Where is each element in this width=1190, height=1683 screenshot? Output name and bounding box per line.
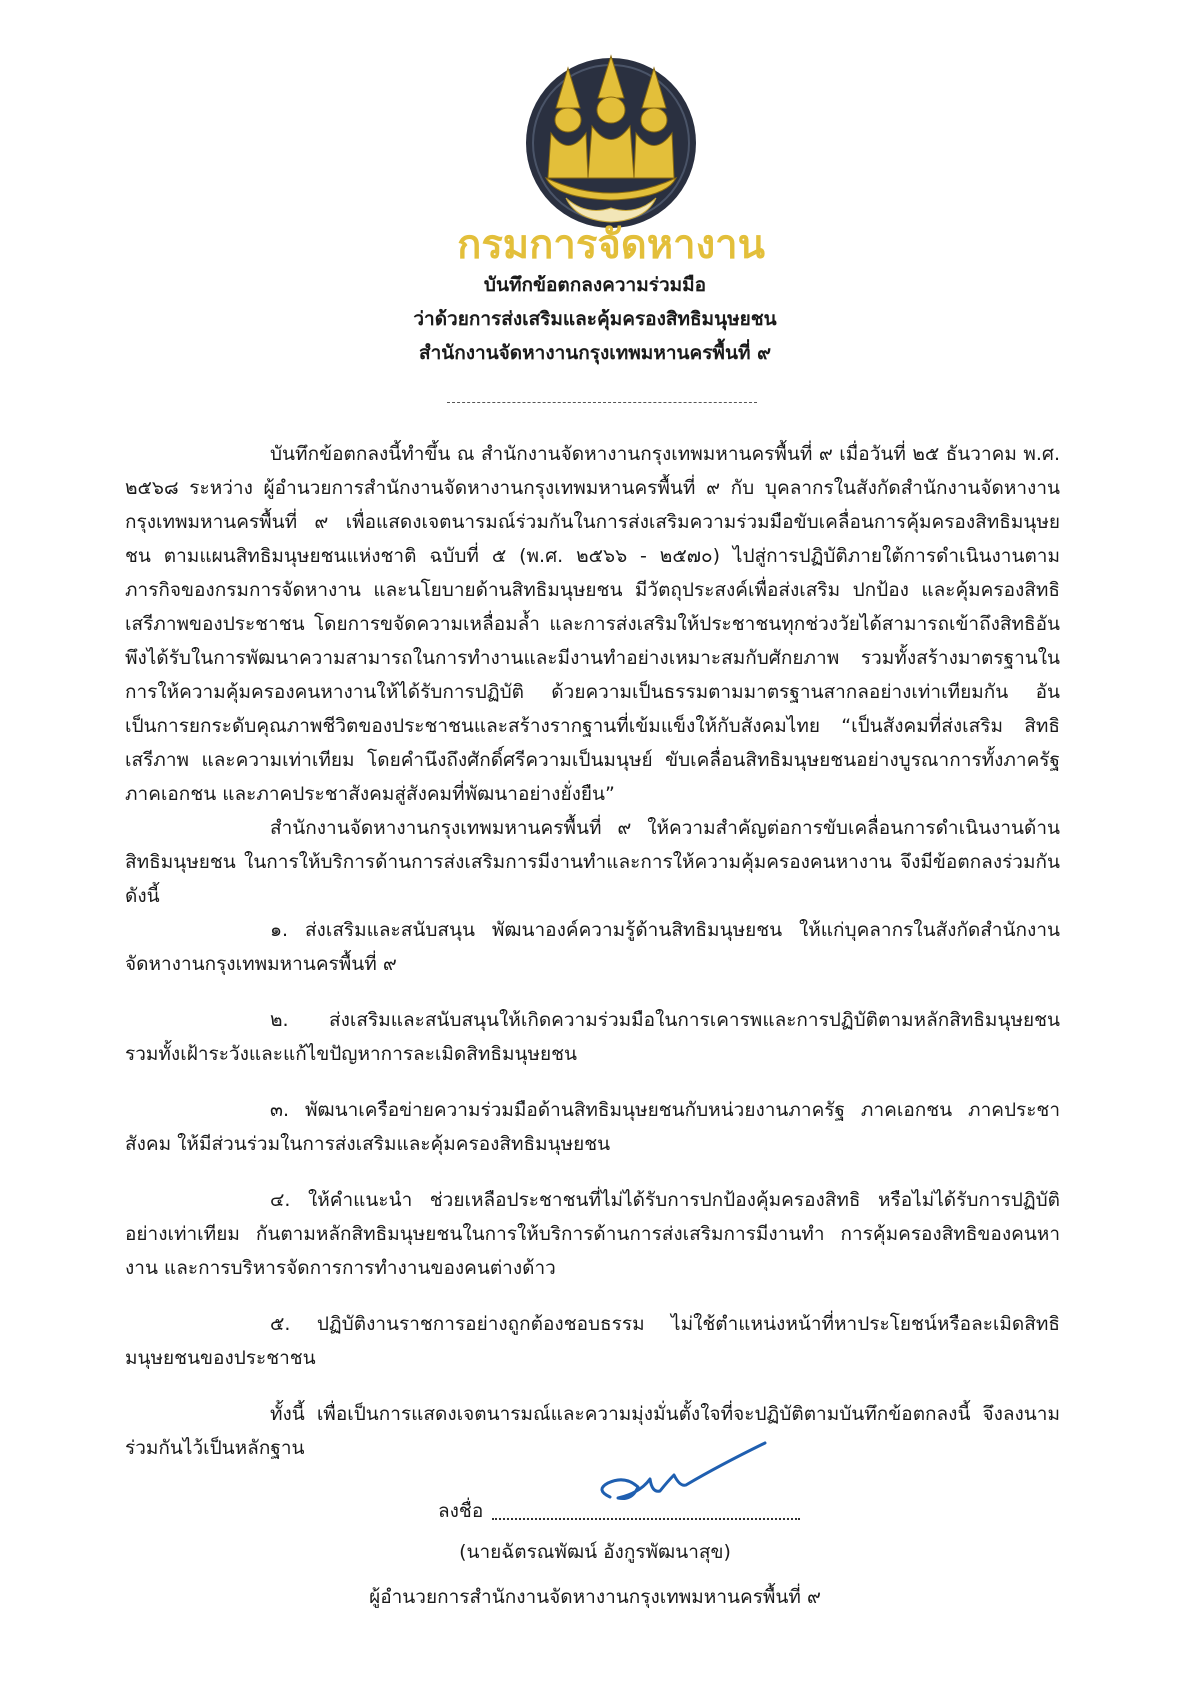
separator-line — [447, 402, 757, 403]
document-body — [125, 437, 1060, 1465]
title-line-2: ว่าด้วยการส่งเสริมและคุ้มครองสิทธิมนุษยชน — [413, 308, 777, 330]
signature-dotted-line — [492, 1518, 800, 1520]
agreement-item-2: ๒. ส่งเสริมและสนับสนุนให้เกิดความร่วมมือในการเคารพและการปฏิบัติตามหลักสิทธิมนุษยชน รวมทั้งเฝ้าระวังและแก้ไขปัญหาการละเมิดสิทธิมนุษยชน — [125, 1009, 1060, 1065]
agreement-item-1: ๑. ส่งเสริมและสนับสนุน พัฒนาองค์ความรู้ด้านสิทธิมนุษยชน ให้แก่บุคลากรในสังกัดสำนักงานจัดหางานกรุงเทพมหานครพื้นที่ ๙ — [125, 919, 1060, 975]
agreement-item-3: ๓. พัฒนาเครือข่ายความร่วมมือด้านสิทธิมนุษยชนกับหน่วยงานภาครัฐ ภาคเอกชน ภาคประชาสังคม ให้มีส่วนร่วมในการส่งเสริมและคุ้มครองสิทธิมนุษยชน — [125, 1099, 1060, 1155]
department-logo — [457, 48, 765, 278]
sign-label: ลงชื่อ — [438, 1500, 484, 1522]
logo-wordmark: กรมการจัดหางาน — [457, 222, 765, 268]
handwritten-signature — [590, 1435, 770, 1515]
signatory-name: (นายฉัตรณพัฒน์ อังกูรพัฒนาสุข) — [459, 1541, 731, 1563]
paragraph-intro: บันทึกข้อตกลงนี้ทำขึ้น ณ สำนักงานจัดหางานกรุงเทพมหานครพื้นที่ ๙ เมื่อวันที่ ๒๕ ธันวาคม พ.ศ. ๒๕๖๘ ระหว่าง ผู้อำนวยการสำนักงานจัดหางานกรุงเทพมหานครพื้นที่ ๙ กับ บุคลากรในสังกัดสำนักงานจัดหางานกรุงเทพมหานครพื้นที่ ๙ เพื่อแสดงเจตนารมณ์ร่วมกันในการส่งเสริมความร่วมมือขับเคลื่อนการคุ้มครองสิทธิมนุษยชน ตามแผนสิทธิมนุษยชนแห่งชาติ ฉบับที่ ๕ (พ.ศ. ๒๕๖๖ - ๒๕๗๐) ไปสู่การปฏิบัติภายใต้การดำเนินงานตามภารกิจของกรมการจัดหางาน และนโยบายด้านสิทธิมนุษยชน มีวัตถุประสงค์เพื่อส่งเสริม ปกป้อง และคุ้มครองสิทธิเสรีภาพของประชาชน โดยการขจัดความเหลื่อมล้ำ และการส่งเสริมให้ประชาชนทุกช่วงวัยได้สามารถเข้าถึงสิทธิอันพึงได้รับในการพัฒนาความสามารถในการทำงานและมีงานทำอย่างเหมาะสมกับศักยภาพ รวมทั้งสร้างมาตรฐานในการให้ความคุ้มครองคนหางานให้ได้รับการปฏิบัติ ด้วยความเป็นธรรมตามมาตรฐานสากลอย่างเท่าเทียมกัน อันเป็นการยกระดับคุณภาพชีวิตของประชาชนและสร้างรากฐานที่เข้มแข็งให้กับสังคมไทย “เป็นสังคมที่ส่งเสริม สิทธิ เสรีภาพ และความเท่าเทียม โดยคำนึงถึงศักดิ์ศรีความเป็นมนุษย์ ขับเคลื่อนสิทธิมนุษยชนอย่างบูรณาการทั้งภาครัฐ ภาคเอกชน และภาคประชาสังคมสู่สังคมที่พัฒนาอย่างยั่งยืน” — [125, 443, 1060, 805]
agreement-item-5: ๕. ปฏิบัติงานราชการอย่างถูกต้องชอบธรรม ไม่ใช้ตำแหน่งหน้าที่หาประโยชน์หรือละเมิดสิทธิมนุษยชนของประชาชน — [125, 1313, 1060, 1369]
title-line-1: บันทึกข้อตกลงความร่วมมือ — [483, 274, 707, 296]
paragraph-agreement: สำนักงานจัดหางานกรุงเทพมหานครพื้นที่ ๙ ให้ความสำคัญต่อการขับเคลื่อนการดำเนินงานด้านสิทธิมนุษยชน ในการให้บริการด้านการส่งเสริมการมีงานทำและการให้ความคุ้มครองคนหางาน จึงมีข้อตกลงร่วมกัน ดังนี้ — [125, 817, 1060, 907]
signatory-position: ผู้อำนวยการสำนักงานจัดหางานกรุงเทพมหานครพื้นที่ ๙ — [369, 1586, 821, 1608]
document-title — [0, 268, 1190, 370]
agreement-item-4: ๔. ให้คำแนะนำ ช่วยเหลือประชาชนที่ไม่ได้รับการปกป้องคุ้มครองสิทธิ หรือไม่ได้รับการปฏิบัติอย่างเท่าเทียม กันตามหลักสิทธิมนุษยชนในการให้บริการด้านการส่งเสริมการมีงานทำ การคุ้มครองสิทธิของคนหางาน และการบริหารจัดการการทำงานของคนต่างด้าว — [125, 1189, 1060, 1279]
paragraph-closing: ทั้งนี้ เพื่อเป็นการแสดงเจตนารมณ์และความมุ่งมั่นตั้งใจที่จะปฏิบัติตามบันทึกข้อตกลงนี้ จึงลงนามร่วมกันไว้เป็นหลักฐาน — [125, 1403, 1060, 1459]
title-line-3: สำนักงานจัดหางานกรุงเทพมหานครพื้นที่ ๙ — [418, 342, 771, 364]
